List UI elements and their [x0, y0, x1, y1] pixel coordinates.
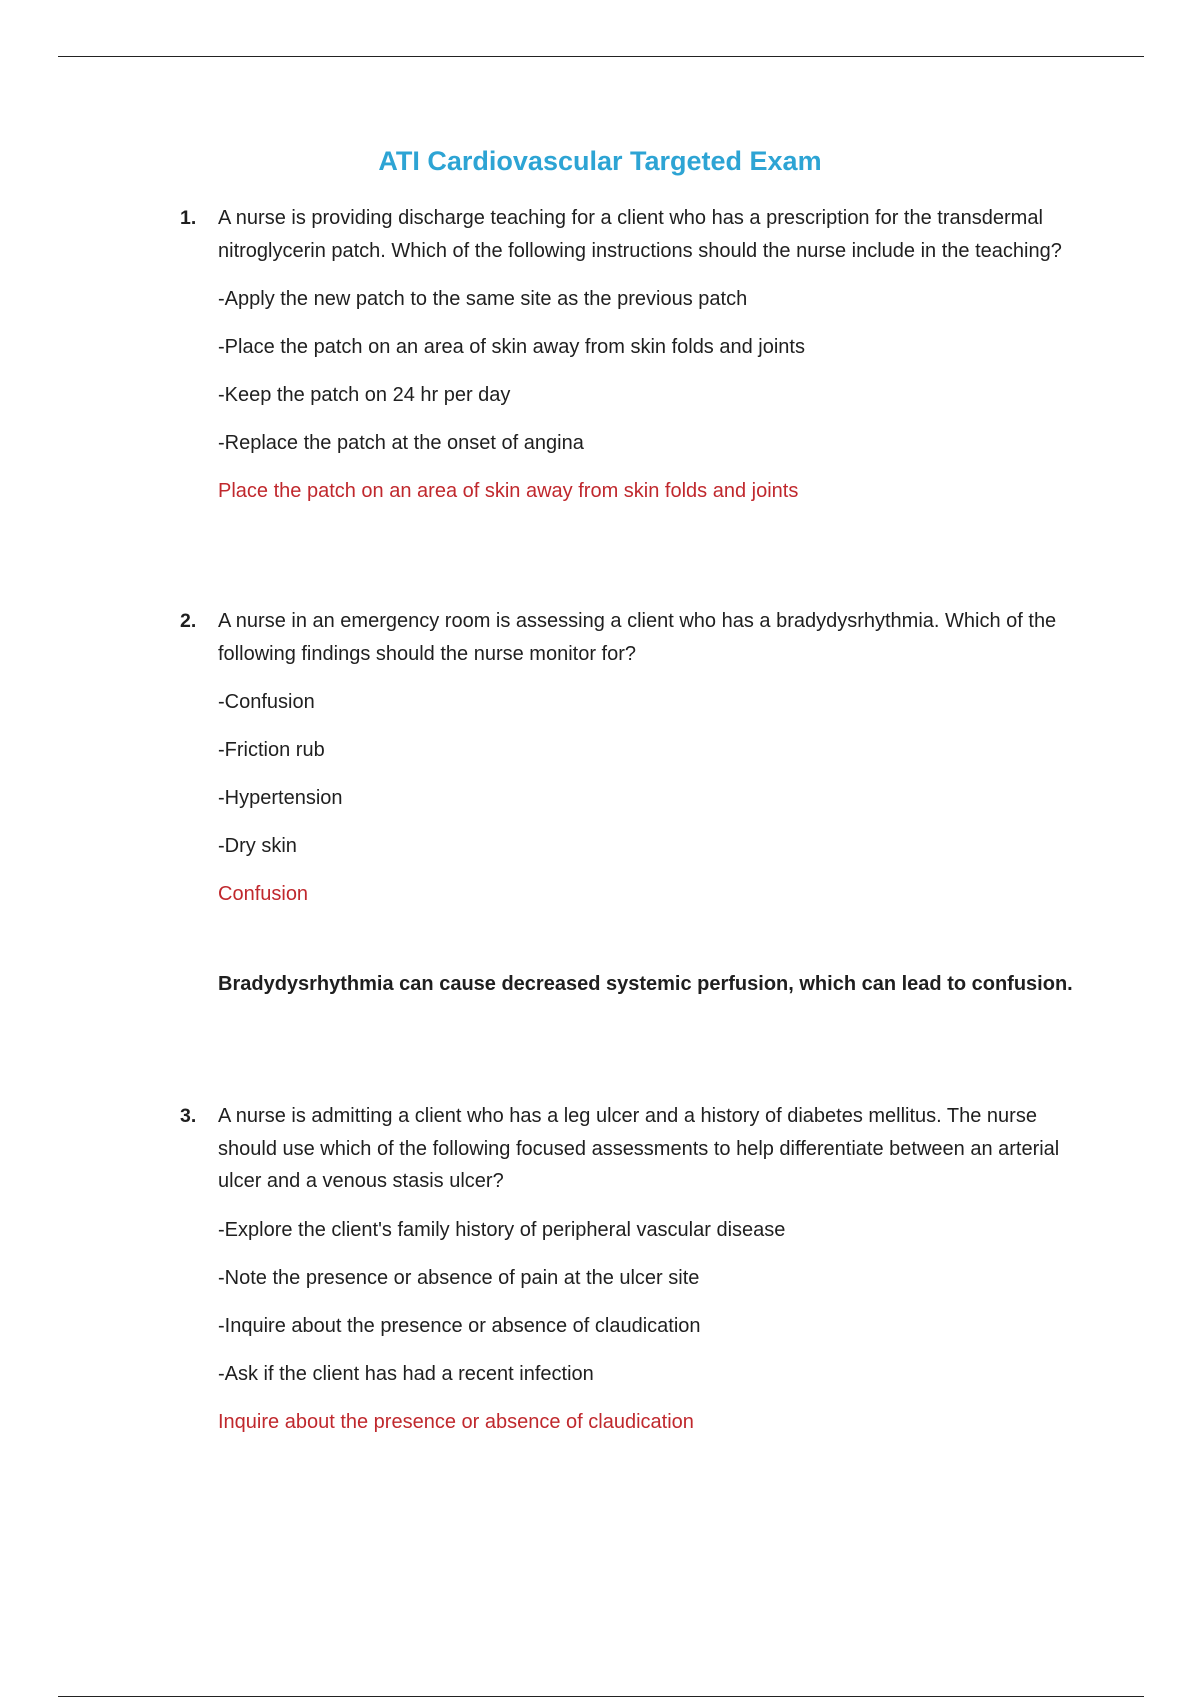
- correct-answer: Place the patch on an area of skin away from skin folds and joints: [218, 480, 799, 502]
- correct-answer: Confusion: [218, 883, 309, 905]
- question-number: 1.: [180, 207, 197, 229]
- footer-rule: [58, 1696, 1144, 1697]
- header-rule: [58, 56, 1144, 57]
- correct-answer: Inquire about the presence or absence of claudication: [218, 1410, 694, 1433]
- document-title: ATI Cardiovascular Targeted Exam: [378, 146, 822, 176]
- answer-rationale: Bradydysrhythmia can cause decreased systemic perfusion, which can lead to confusion.: [218, 973, 1073, 995]
- question-stem: A nurse in an emergency room is assessing a client who has a bradydysrhythmia. Which of the following findings should the nurse monitor for?: [218, 610, 1057, 665]
- question-stem: A nurse is admitting a client who has a leg ulcer and a history of diabetes mellitus. The nurse should use which of the following focused assessments to help differentiate between an arterial ulcer and a venous stasis ulcer?: [218, 1105, 1060, 1192]
- answer-option: -Friction rub: [218, 739, 325, 761]
- answer-option: -Keep the patch on 24 hr per day: [218, 384, 511, 406]
- question-number: 3.: [180, 1105, 197, 1127]
- answer-option: -Hypertension: [218, 787, 343, 809]
- answer-option: -Ask if the client has had a recent infection: [218, 1362, 594, 1385]
- answer-option: -Apply the new patch to the same site as the previous patch: [218, 288, 748, 310]
- question-3: [180, 1100, 1080, 1438]
- question-1: [180, 202, 1080, 507]
- answer-option: -Inquire about the presence or absence of claudication: [218, 1314, 701, 1337]
- answer-option: -Dry skin: [218, 835, 297, 857]
- answer-option: -Replace the patch at the onset of angina: [218, 432, 584, 454]
- answer-option: -Confusion: [218, 691, 315, 713]
- answer-option: -Note the presence or absence of pain at the ulcer site: [218, 1266, 700, 1289]
- answer-option: -Place the patch on an area of skin away from skin folds and joints: [218, 336, 805, 358]
- question-number: 2.: [180, 610, 197, 632]
- answer-option: -Explore the client's family history of peripheral vascular disease: [218, 1218, 786, 1241]
- question-2: [180, 605, 1080, 1000]
- question-stem: A nurse is providing discharge teaching for a client who has a prescription for the transdermal nitroglycerin patch. Which of the following instructions should the nurse include in the teaching?: [218, 207, 1062, 262]
